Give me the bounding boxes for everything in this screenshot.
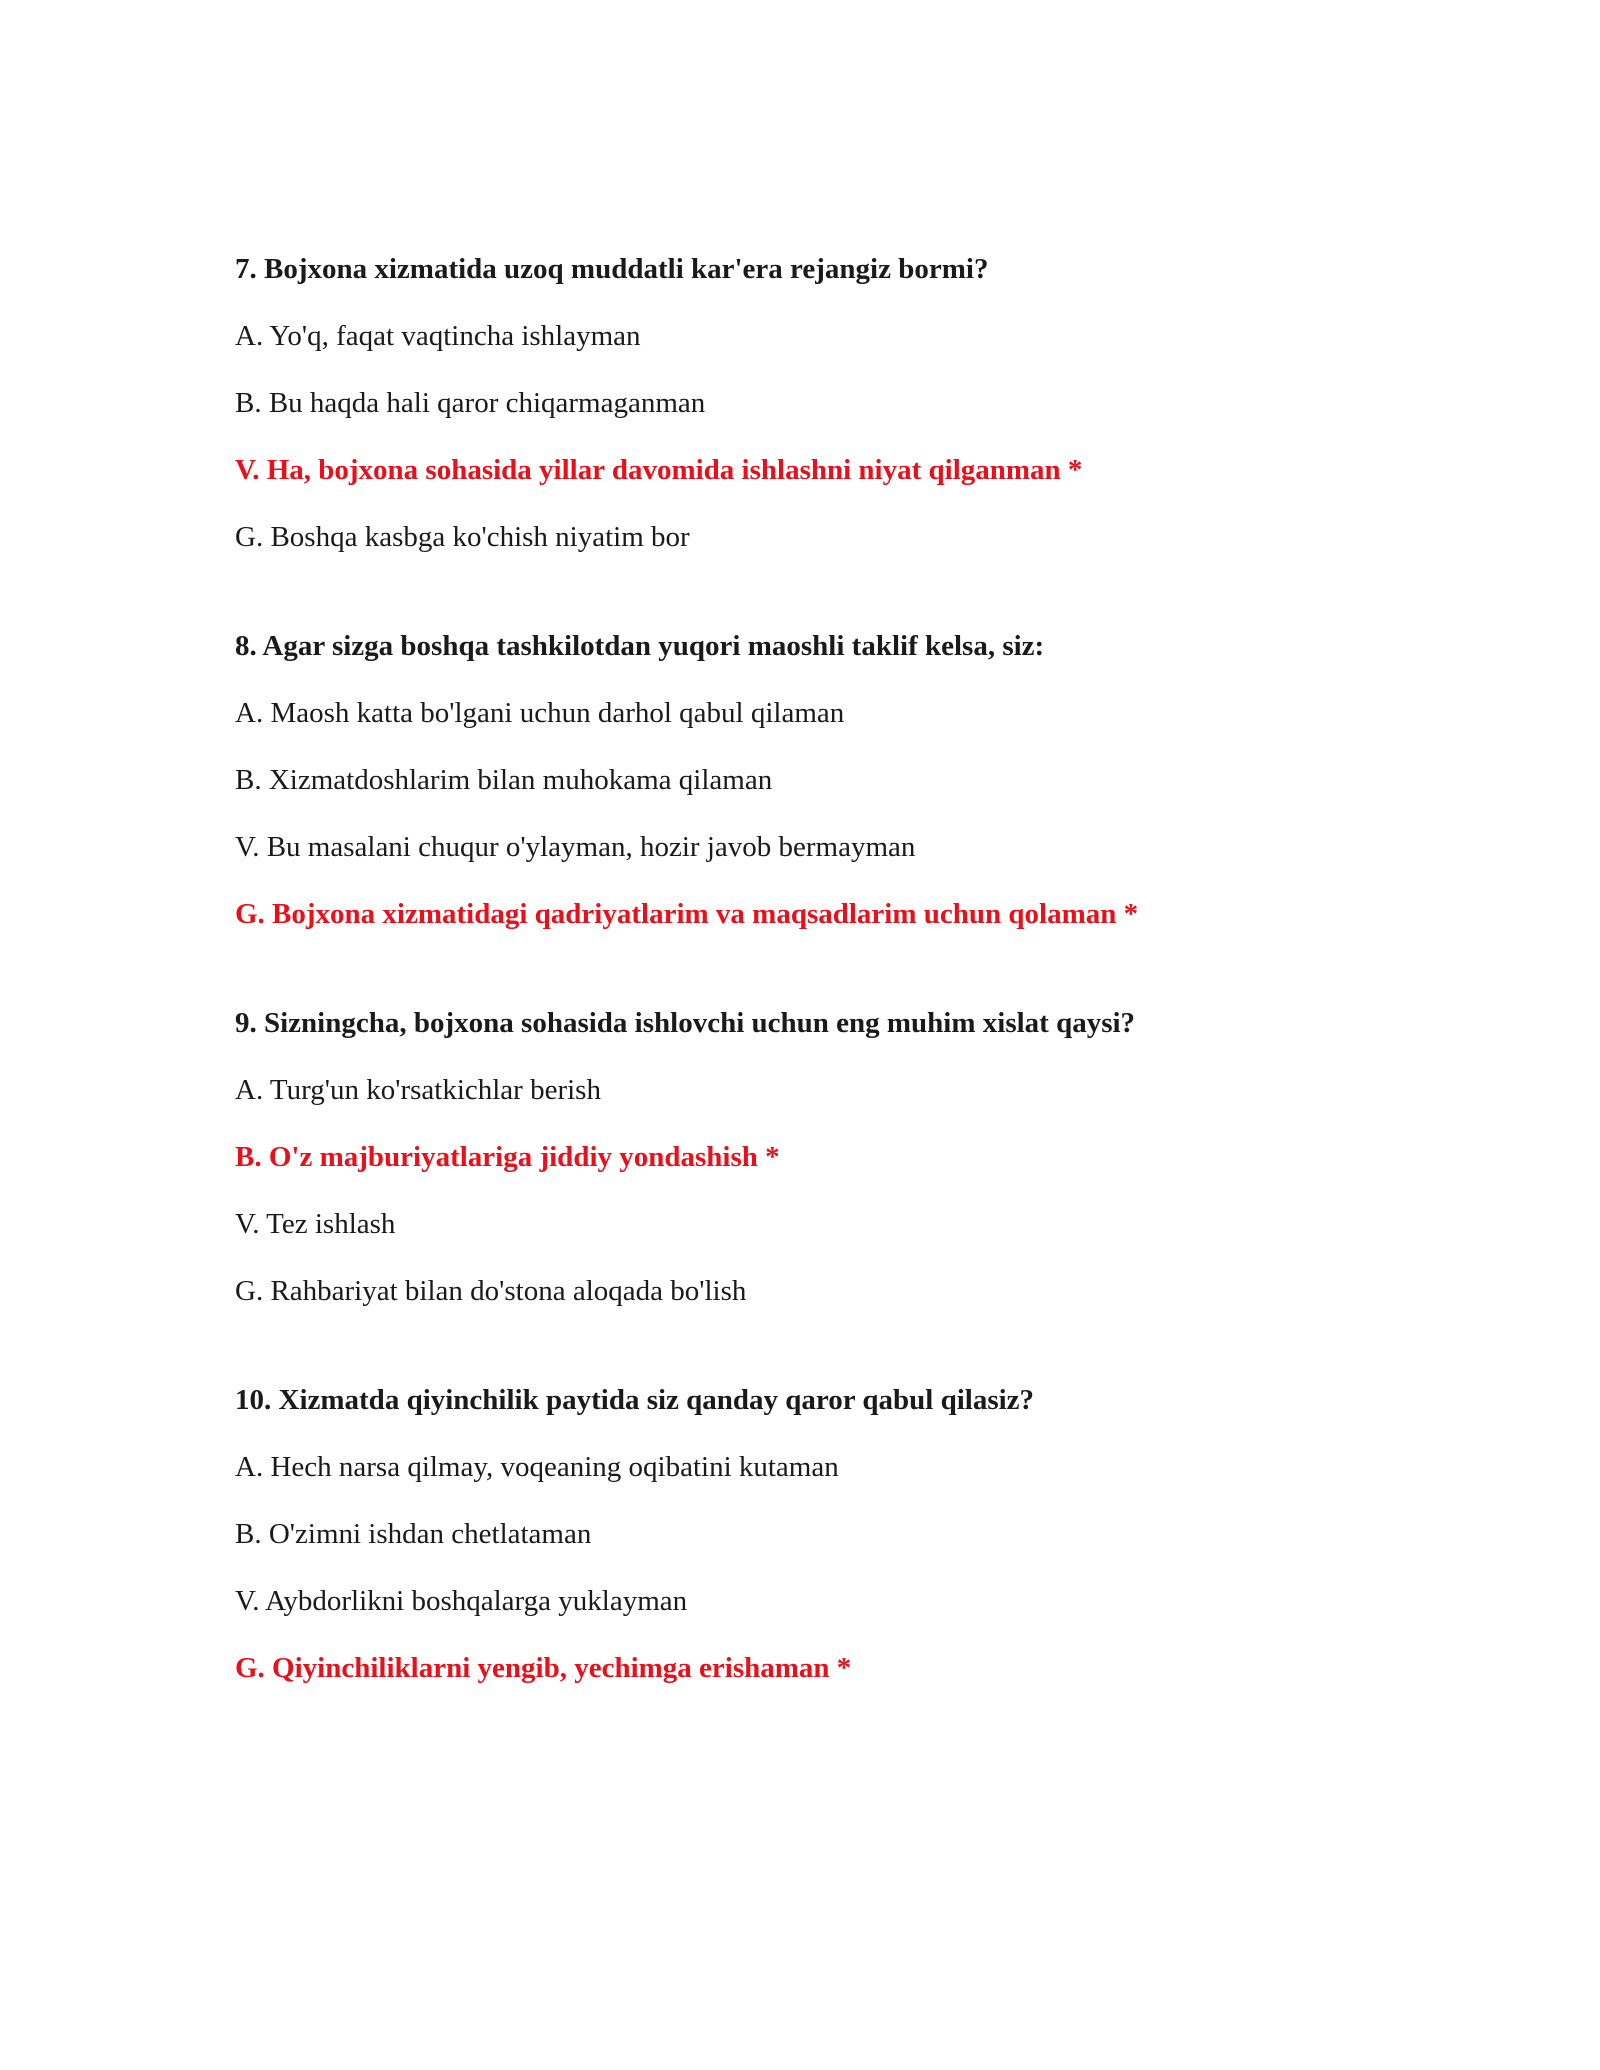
question-text: 7. Bojxona xizmatida uzoq muddatli kar'era rejangiz bormi? [235,253,989,285]
option-b: B. Xizmatdoshlarim bilan muhokama qilaman [235,764,773,796]
option-g: G. Boshqa kasbga ko'chish niyatim bor [235,521,690,553]
option-b: B. O'zimni ishdan chetlataman [235,1518,592,1550]
question-7 [235,248,1415,558]
option-v: V. Aybdorlikni boshqalarga yuklayman [235,1585,688,1617]
option-a: A. Hech narsa qilmay, voqeaning oqibatini kutaman [235,1451,839,1483]
question-text: 10. Xizmatda qiyinchilik paytida siz qanday qaror qabul qilasiz? [235,1384,1035,1416]
question-text: 8. Agar sizga boshqa tashkilotdan yuqori maoshli taklif kelsa, siz: [235,630,1045,662]
question-8 [235,625,1415,935]
question-9 [235,1002,1415,1312]
question-10 [235,1379,1415,1689]
option-a: A. Maosh katta bo'lgani uchun darhol qabul qilaman [235,697,845,729]
option-a: A. Yo'q, faqat vaqtincha ishlayman [235,320,641,352]
question-text: 9. Sizningcha, bojxona sohasida ishlovchi uchun eng muhim xislat qaysi? [235,1007,1136,1039]
option-v-correct: V. Ha, bojxona sohasida yillar davomida ishlashni niyat qilganman * [235,454,1083,486]
option-g-correct: G. Qiyinchiliklarni yengib, yechimga erishaman * [235,1652,852,1684]
option-v: V. Tez ishlash [235,1208,396,1240]
document-page [235,248,1415,1756]
option-b: B. Bu haqda hali qaror chiqarmaganman [235,387,706,419]
option-b-correct: B. O'z majburiyatlariga jiddiy yondashish * [235,1141,780,1173]
option-g: G. Rahbariyat bilan do'stona aloqada bo'lish [235,1275,747,1307]
option-g-correct: G. Bojxona xizmatidagi qadriyatlarim va maqsadlarim uchun qolaman * [235,898,1139,930]
option-v: V. Bu masalani chuqur o'ylayman, hozir javob bermayman [235,831,916,863]
option-a: A. Turg'un ko'rsatkichlar berish [235,1074,601,1106]
